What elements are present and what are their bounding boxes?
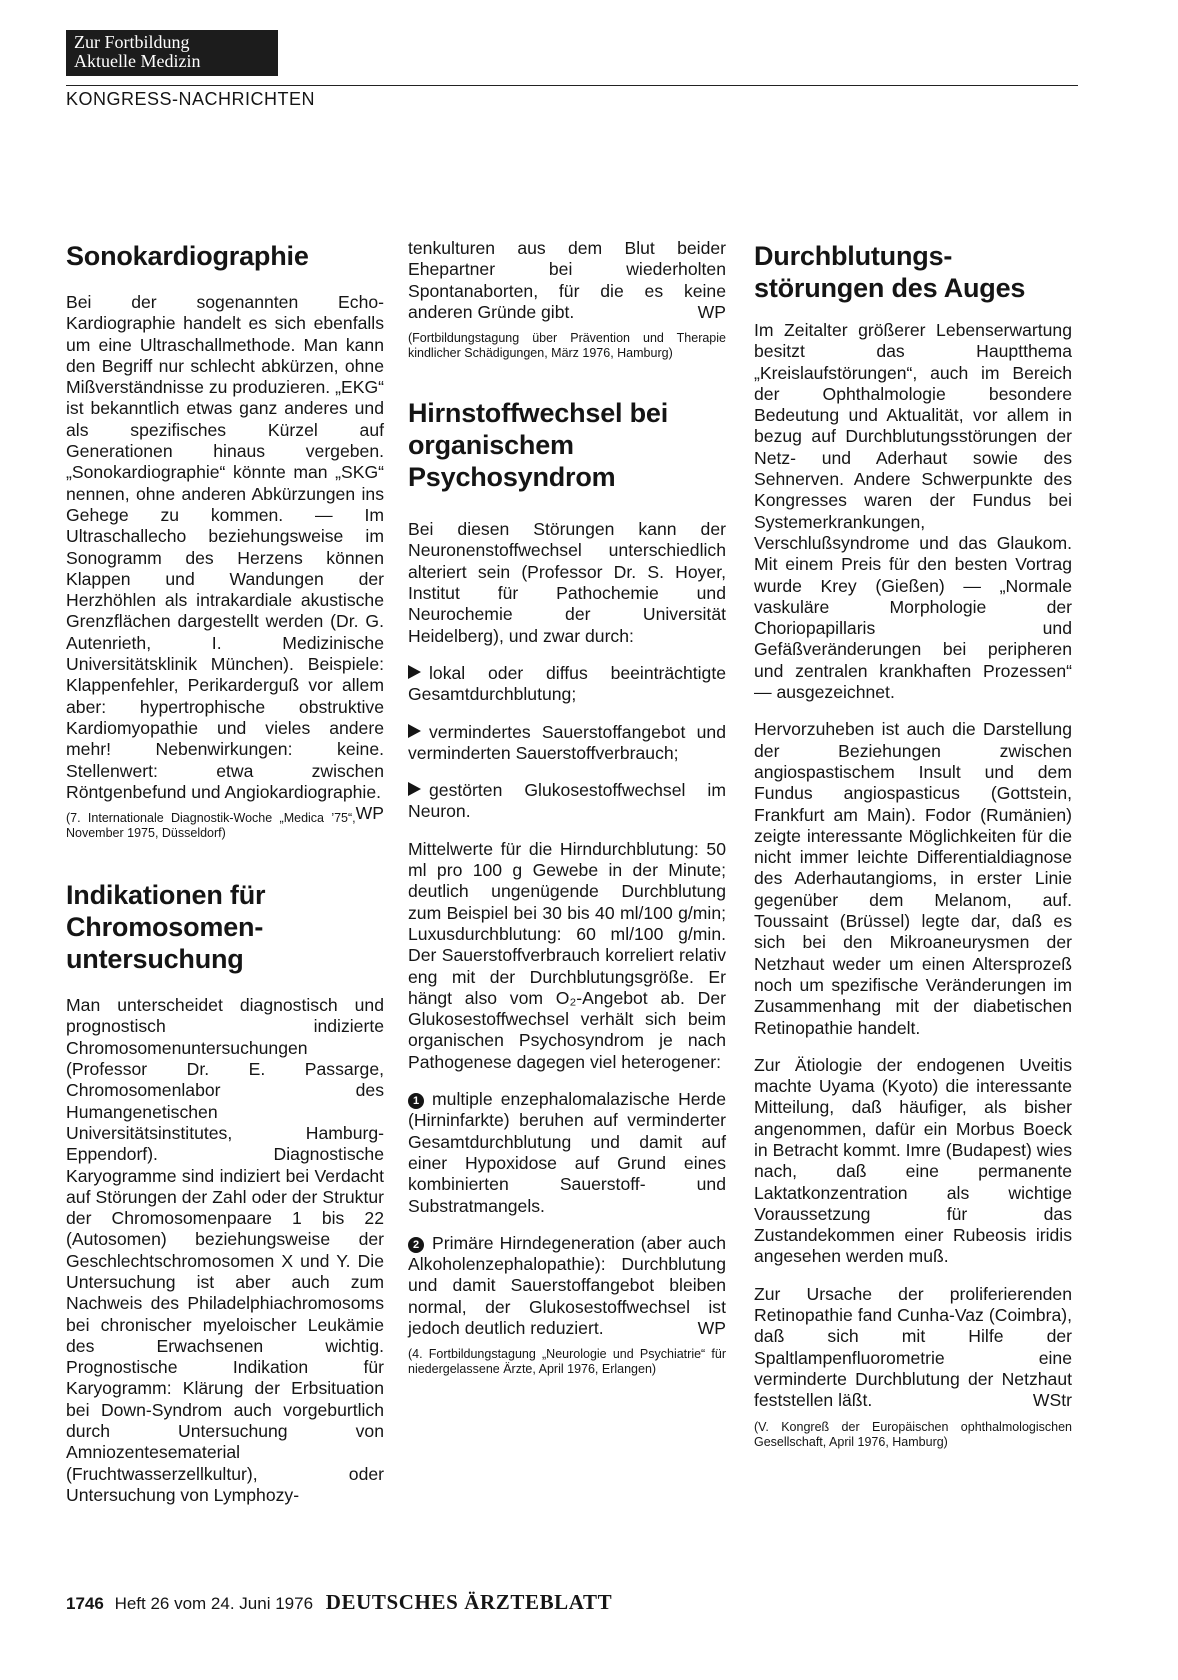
rubric-line-1: Zur Fortbildung [74,32,190,52]
rubric-box [66,30,278,76]
continued-text [408,238,726,323]
arrow-bullet-icon [408,665,421,679]
source-note: (V. Kongreß der Europäischen ophthalmologischen Gesellschaft, April 1976, Hamburg) [754,1419,1072,1449]
article-title-chromosomen: Indikationen für Chromosomen-untersuchung [66,880,266,975]
article-paragraph: Hervorzuheben ist auch die Darstellung der Beziehungen zwischen angiospastischem Insult und dem Fundus angiospasticus (Gottstein, Frankfurt am Main). Fodor (Rumänien) zeigte interessante Möglichkeiten für die nicht immer leichte Differentialdiagnose des Aderhautangioms, in erster Linie gegenüber dem Melanom, auf. Toussaint (Brüssel) legte dar, daß es sich bei den Mikroaneurysmen der Netzhaut weder um einen Altersprozeß noch um spezifische Veränderungen im Zusammenhang mit der diabetischen Retinopathie handelt. [754,719,1072,1038]
arrow-bullet-icon [408,724,421,738]
article-paragraph: Mittelwerte für die Hirndurchblutung: 50 ml pro 100 g Gewebe in der Minute; deutlich ungenügende Durchblutung zum Beispiel bei 30 bis 40 ml/100 g/min; Luxusdurchblutung: 60 ml/100 g/min. Der Sauerstoffverbrauch korreliert relativ eng mit der Durchblutungsgröße. Er hängt also vom O₂-Angebot ab. Der Glukosestoffwechsel verhält sich beim organischen Psychosyndrom je nach Pathogenese dagegen viel heterogener: [408,838,726,1072]
article-paragraph: Im Zeitalter größerer Lebenserwartung besitzt das Hauptthema „Kreislaufstörungen“, auch im Bereich der Ophthalmologie besondere Bedeutung und Aktualität, vor allem in bezug auf Durchblutungsstörungen der Netz- und Aderhaut sowie des Sehnerven. Andere Schwerpunkte des Kongresses waren der Fundus bei Systemerkrankungen, Verschlußsyndrome und das Glaukom. Mit einem Preis für den besten Vortrag wurde Krey (Gießen) — „Normale vaskuläre Morphologie der Choriopapillaris und Gefäßveränderungen bei peripheren und zentralen krankhaften Prozessen“ — ausgezeichnet. [754,320,1072,703]
section-label: KONGRESS-NACHRICHTEN [66,89,316,109]
journal-name: DEUTSCHES ÄRZTEBLATT [325,1590,613,1614]
article-title-hirnstoffwechsel: Hirnstoffwechsel bei organischem Psychosyndrom [408,398,669,493]
number-two-icon: 2 [408,1237,424,1253]
page-number: 1746 [66,1594,104,1613]
column-2 [408,238,726,1405]
list-item: 2 Primäre Hirndegeneration (aber auch Alkoholenzephalopathie): Durchblutung und damit Sauerstoffangebot bleiben normal, der Glukosestoffwechsel ist jedoch deutlich reduziert. WP [408,1232,726,1338]
article-body: Man unterscheidet diagnostisch und prognostisch indizierte Chromosomenuntersuchungen (Professor Dr. E. Passarge, Chromosomenlabor des Humangenetischen Universitätsinstitutes, Hamburg-Eppendorf). Diagnostische Karyogramme sind indiziert bei Verdacht auf Störungen der Zahl oder der Struktur der Chromosomenpaare 1 bis 22 (Autosomen) beziehungsweise der Geschlechtschromosomen X und Y. Die Untersuchung ist aber auch zum Nachweis des Philadelphiachromosoms bei chronischer myeloischer Leukämie des Erwachsenen wichtig. Prognostische Indikation für Karyogramm: Klärung der Erbsituation bei Down-Syndrom auch vorgeburtlich durch Untersuchung von Amniozentesematerial (Fruchtwasserzellkultur), oder Untersuchung von Lymphozy- [66,995,384,1505]
article-text: tenkulturen aus dem Blut beider Ehepartner bei wiederholten Spontanaborten, für die es keine anderen Gründe gibt. [408,238,726,322]
column-3 [754,240,1072,1478]
author-signature: WStr [1032,1390,1072,1411]
issue-info: Heft 26 vom 24. Juni 1976 [114,1594,314,1613]
page-footer [66,1590,612,1615]
author-signature: WP [697,1317,726,1338]
article-text: Bei der sogenannten Echo-Kardiographie handelt es sich ebenfalls um eine Ultraschallmethode. Man kann den Begriff nur schlecht abkürzen, ohne Mißverständnisse zu produzieren. „EKG“ ist bekanntlich etwas ganz anderes und als spezifisches Kürzel auf Generationen hinaus vergeben. „Sonokardiographie“ könnte man „SKG“ nennen, ohne anderen Abkürzungen ins Gehege zu kommen. — Im Ultraschallecho beziehungsweise im Sonogramm des Herzens können Klappen und Wandungen der Herzhöhlen als intrakardiale akustische Grenzflächen dargestellt werden (Dr. G. Autenrieth, I. Medizinische Universitätsklinik München). Beispiele: Klappenfehler, Perikarderguß vor allem aber: hypertrophische obstruktive Kardiomyopathie und vieles andere mehr! Nebenwirkungen: keine. Stellenwert: etwa zwischen Röntgenbefund und Angiokardiographie. [66,292,384,802]
source-note: (Fortbildungstagung über Prävention und Therapie kindlicher Schädigungen, März 1976, Hamburg) [408,331,726,361]
article-title-sonokardiographie: Sonokardiographie [66,241,309,271]
list-item: lokal oder diffus beeinträchtigte Gesamtdurchblutung; [408,662,726,705]
column-1 [66,240,384,1520]
source-note: (4. Fortbildungstagung „Neurologie und Psychiatrie“ für niedergelassene Ärzte, April 1976, Erlangen) [408,1347,726,1377]
rubric-line-2: Aktuelle Medizin [74,51,201,71]
list-item: gestörten Glukosestoffwechsel im Neuron. [408,780,726,822]
list-item: 1 multiple enzephalomalazische Herde (Hirninfarkte) beruhen auf verminderter Gesamtdurchblutung und damit auf einer Hypoxidose auf Grund eines kombinierten Sauerstoff- und Substratmangels. [408,1089,726,1216]
author-signature: WP [355,803,384,824]
number-one-icon: 1 [408,1093,424,1109]
article-body [66,292,384,824]
list-item: vermindertes Sauerstoffangebot und verminderten Sauerstoffverbrauch; [408,721,726,763]
article-paragraph: Zur Ätiologie der endogenen Uveitis machte Uyama (Kyoto) die interessante Mitteilung, daß häufiger, als bisher angenommen, dafür ein Morbus Boeck in Betracht kommt. Imre (Budapest) wies nach, daß eine permanente Laktatkonzentration als wichtige Voraussetzung für das Zustandekommen einer Rubeosis iridis angesehen werden muß. [754,1054,1072,1267]
article-paragraph: Zur Ursache der proliferierenden Retinopathie fand Cunha-Vaz (Coimbra), daß sich mit Hilfe der Spaltlampenfluorometrie eine verminderte Durchblutung der Netzhaut feststellen läßt. WStr [754,1283,1072,1411]
header-rule [66,85,1078,86]
article-title-durchblutung: Durchblutungs-störungen des Auges [754,241,1026,303]
article-intro: Bei diesen Störungen kann der Neuronenstoffwechsel unterschiedlich alteriert sein (Professor Dr. S. Hoyer, Institut für Pathochemie und Neurochemie der Universität Heidelberg), und zwar durch: [408,519,726,646]
author-signature: WP [697,301,726,322]
source-note: (7. Internationale Diagnostik-Woche „Medica ’75“, November 1975, Düsseldorf) [66,811,356,841]
arrow-bullet-icon [408,782,421,796]
